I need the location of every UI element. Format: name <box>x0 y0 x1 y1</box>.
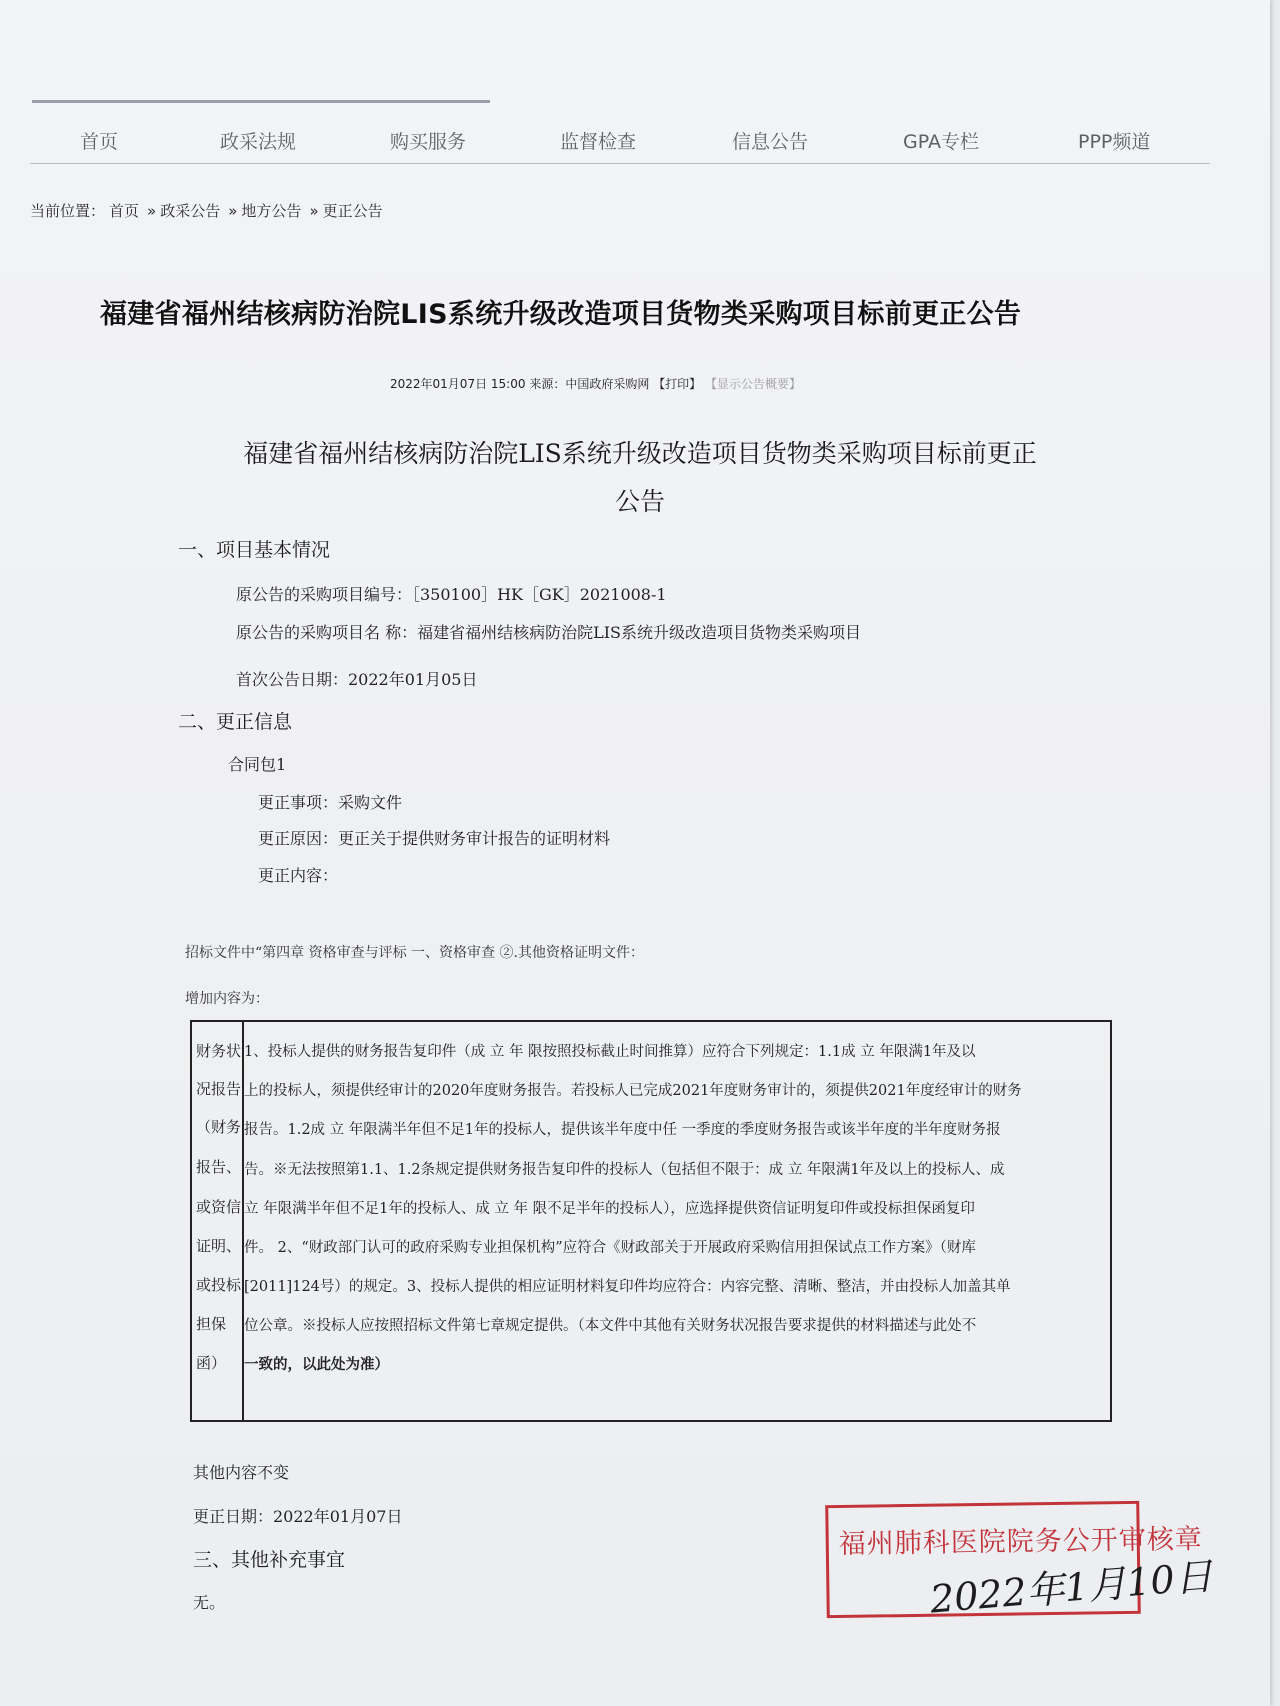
breadcrumb-separator: » <box>309 202 319 220</box>
supplement-none: 无。 <box>193 1593 226 1612</box>
correction-item: 更正事项：采购文件 <box>258 793 403 812</box>
breadcrumb-home[interactable]: 首页 <box>109 202 140 220</box>
top-nav <box>30 105 1210 164</box>
tender-doc-intro: 招标文件中“第四章 资格审查与评标 一、资格审查 ②.其他资格证明文件： <box>185 945 644 961</box>
top-rule <box>32 100 490 103</box>
table-text-line: 上的投标人，须提供经审计的2020年度财务报告。若投标人已完成2021年度财务审计的，须提供2021年度经审计的财务 <box>244 1083 1022 1099</box>
breadcrumb-correction[interactable]: 更正公告 <box>322 202 383 220</box>
table-text-line: 告。※无法按照第1.1、1.2条规定提供财务报告复印件的投标人（包括但不限于：成 立 年限满1年及以上的投标人、成 <box>244 1162 1005 1178</box>
table-label-line: 证明、 <box>196 1237 242 1255</box>
added-content-label: 增加内容为： <box>185 991 269 1007</box>
table-text-line: 报告。1.2成 立 年限满半年但不足1年的投标人，提供该半年度中任 一季度的季度财务报告或该半年度的半年度财务报 <box>244 1122 1001 1138</box>
section-heading-correction: 二、更正信息 <box>178 711 293 733</box>
table-text-line: 立 年限满半年但不足1年的投标人、成 立 年 限不足半年的投标人），应选择提供资信证明复印件或投标担保函复印 <box>244 1201 975 1217</box>
nav-ppp[interactable]: PPP频道 <box>1078 131 1151 153</box>
table-text-line: 位公章。※投标人应按照招标文件第七章规定提供。（本文件中其他有关财务状况报告要求提供的材料描述与此处不 <box>244 1318 977 1334</box>
correction-reason: 更正原因：更正关于提供财务审计报告的证明材料 <box>258 829 611 848</box>
table-label-line: 况报告 <box>196 1080 242 1098</box>
project-number: 原公告的采购项目编号：［350100］HK［GK］2021008-1 <box>236 585 667 604</box>
table-label-line: 财务状 <box>196 1042 242 1060</box>
breadcrumb-label: 当前位置： <box>30 202 106 220</box>
table-text-line: [2011]124号）的规定。3、投标人提供的相应证明材料复印件均应符合：内容完整、清晰、整洁，并由投标人加盖其单 <box>244 1279 1011 1295</box>
table-text-line: 一致的，以此处为准） <box>244 1356 389 1373</box>
article-meta <box>390 375 801 392</box>
breadcrumb <box>30 200 387 221</box>
review-stamp <box>825 1501 1215 1622</box>
breadcrumb-local[interactable]: 地方公告 <box>241 202 302 220</box>
document-title-line1: 福建省福州结核病防治院LIS系统升级改造项目货物类采购项目标前更正 <box>243 439 1037 468</box>
table-label-line: 担保 <box>196 1315 227 1333</box>
nav-regulations[interactable]: 政采法规 <box>220 131 297 153</box>
contract-package: 合同包1 <box>228 755 287 774</box>
table-label-line: 或资信 <box>196 1198 242 1216</box>
section-heading-supplement: 三、其他补充事宜 <box>193 1549 346 1571</box>
stamp-handwritten-date: 2022年1月10日 <box>928 1553 1215 1622</box>
nav-supervision[interactable]: 监督检查 <box>560 131 637 153</box>
table-label-line: 或投标 <box>196 1276 242 1294</box>
meta-date: 2022年01月07日 15:00 <box>390 377 526 391</box>
show-summary-link[interactable]: 【显示公告概要】 <box>705 377 802 391</box>
page-title: 福建省福州结核病防治院LIS系统升级改造项目货物类采购项目标前更正公告 <box>100 299 1022 330</box>
stamp-text: 福州肺科医院院务公开审核章 <box>838 1523 1203 1561</box>
other-content-unchanged: 其他内容不变 <box>193 1463 290 1482</box>
table-label-line: 函） <box>196 1354 227 1372</box>
table-label-line: （财务 <box>196 1118 242 1136</box>
nav-home[interactable]: 首页 <box>80 131 119 153</box>
breadcrumb-separator: » <box>147 202 157 220</box>
breadcrumb-procurement[interactable]: 政采公告 <box>160 202 221 220</box>
document-title <box>180 430 1100 526</box>
table-text-line: 1、投标人提供的财务报告复印件（成 立 年 限按照投标截止时间推算）应符合下列规定：1.1成 立 年限满1年及以 <box>244 1044 976 1060</box>
correction-content-label: 更正内容： <box>258 866 339 885</box>
financial-requirements-table <box>190 1020 1112 1422</box>
nav-services[interactable]: 购买服务 <box>390 131 467 153</box>
correction-date: 更正日期：2022年01月07日 <box>193 1507 403 1526</box>
meta-source: 来源：中国政府采购网 <box>529 377 650 391</box>
table-text-line: 件。 2、“财政部门认可的政府采购专业担保机构”应符合《财政部关于开展政府采购信用担保试点工作方案》（财库 <box>244 1240 976 1256</box>
section-heading-basic: 一、项目基本情况 <box>178 539 331 561</box>
breadcrumb-separator: » <box>228 202 238 220</box>
nav-gpa[interactable]: GPA专栏 <box>903 131 979 153</box>
print-link[interactable]: 【打印】 <box>653 377 702 391</box>
table-label-column <box>192 1022 244 1420</box>
project-name: 原公告的采购项目名 称：福建省福州结核病防治院LIS系统升级改造项目货物类采购项目 <box>236 623 861 642</box>
document-title-line2: 公告 <box>614 487 665 516</box>
table-label-line: 报告、 <box>196 1158 242 1176</box>
nav-notices[interactable]: 信息公告 <box>732 131 809 153</box>
first-notice-date: 首次公告日期：2022年01月05日 <box>236 670 478 689</box>
